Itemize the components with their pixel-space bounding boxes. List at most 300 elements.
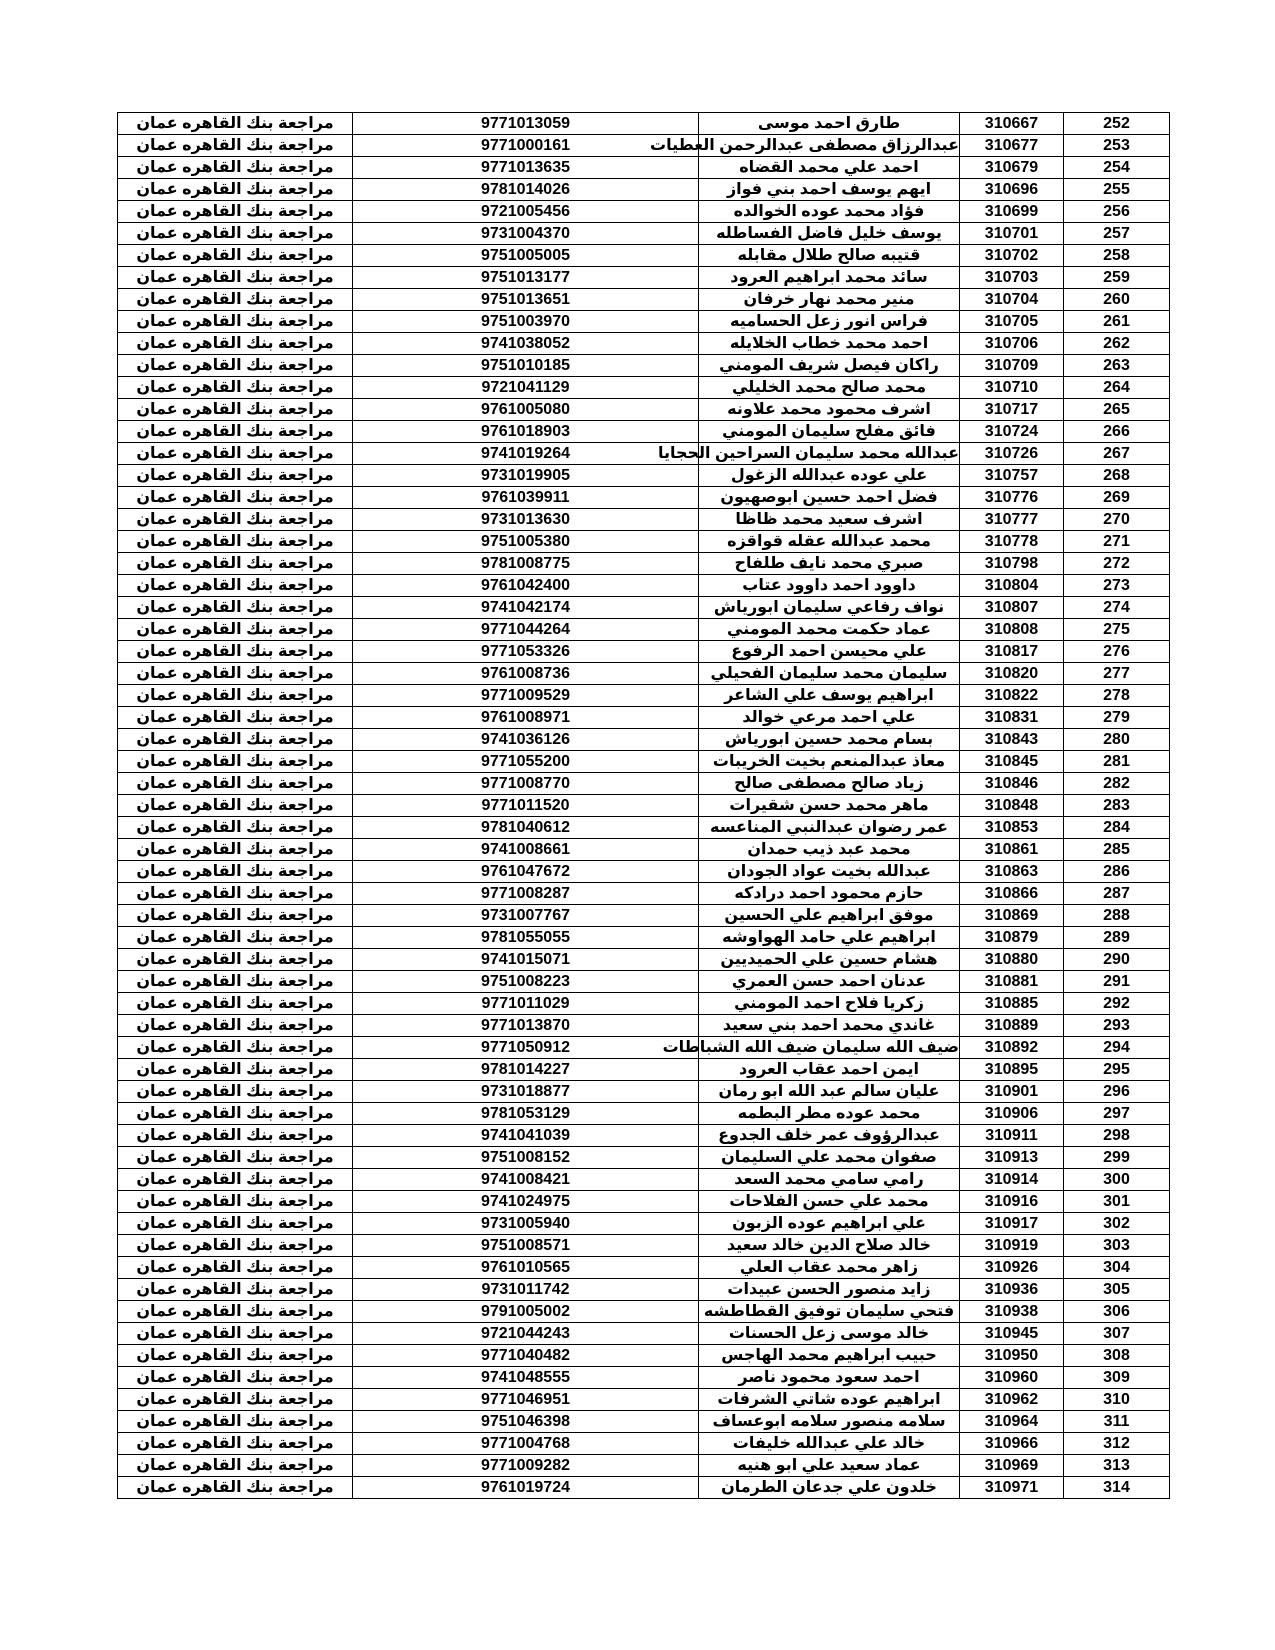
table-row bbox=[118, 443, 1170, 465]
cell-full-name: ابراهيم عوده شاتي الشرفات bbox=[699, 1389, 960, 1411]
cell-bank-note: مراجعة بنك القاهره عمان bbox=[118, 597, 353, 619]
cell-bank-note: مراجعة بنك القاهره عمان bbox=[118, 1235, 353, 1257]
table-row bbox=[118, 993, 1170, 1015]
cell-full-name: حازم محمود احمد درادكه bbox=[699, 883, 960, 905]
table-row bbox=[118, 1191, 1170, 1213]
table-row bbox=[118, 157, 1170, 179]
cell-full-name: اشرف سعيد محمد ظاظا bbox=[699, 509, 960, 531]
cell-national-number: 9771055200 bbox=[353, 751, 699, 773]
cell-bank-note: مراجعة بنك القاهره عمان bbox=[118, 113, 353, 135]
cell-full-name: صفوان محمد علي السليمان bbox=[699, 1147, 960, 1169]
table-row bbox=[118, 641, 1170, 663]
cell-bank-note: مراجعة بنك القاهره عمان bbox=[118, 421, 353, 443]
table-row bbox=[118, 311, 1170, 333]
cell-national-number: 9731018877 bbox=[353, 1081, 699, 1103]
cell-national-number: 9741048555 bbox=[353, 1367, 699, 1389]
cell-id-number: 310901 bbox=[960, 1081, 1064, 1103]
cell-id-number: 310960 bbox=[960, 1367, 1064, 1389]
cell-serial-number: 292 bbox=[1064, 993, 1170, 1015]
cell-bank-note: مراجعة بنك القاهره عمان bbox=[118, 1191, 353, 1213]
cell-national-number: 9731007767 bbox=[353, 905, 699, 927]
cell-id-number: 310820 bbox=[960, 663, 1064, 685]
table-row bbox=[118, 663, 1170, 685]
cell-serial-number: 257 bbox=[1064, 223, 1170, 245]
cell-serial-number: 255 bbox=[1064, 179, 1170, 201]
cell-id-number: 310926 bbox=[960, 1257, 1064, 1279]
cell-id-number: 310846 bbox=[960, 773, 1064, 795]
cell-serial-number: 276 bbox=[1064, 641, 1170, 663]
cell-bank-note: مراجعة بنك القاهره عمان bbox=[118, 333, 353, 355]
cell-full-name: احمد سعود محمود ناصر bbox=[699, 1367, 960, 1389]
cell-full-name: محمد عوده مطر البطمه bbox=[699, 1103, 960, 1125]
cell-national-number: 9781008775 bbox=[353, 553, 699, 575]
cell-serial-number: 260 bbox=[1064, 289, 1170, 311]
cell-id-number: 310945 bbox=[960, 1323, 1064, 1345]
cell-serial-number: 311 bbox=[1064, 1411, 1170, 1433]
cell-bank-note: مراجعة بنك القاهره عمان bbox=[118, 949, 353, 971]
cell-id-number: 310853 bbox=[960, 817, 1064, 839]
table-row bbox=[118, 1125, 1170, 1147]
cell-bank-note: مراجعة بنك القاهره عمان bbox=[118, 1125, 353, 1147]
cell-full-name: ابراهيم علي حامد الهواوشه bbox=[699, 927, 960, 949]
table-row bbox=[118, 839, 1170, 861]
cell-serial-number: 268 bbox=[1064, 465, 1170, 487]
cell-bank-note: مراجعة بنك القاهره عمان bbox=[118, 839, 353, 861]
cell-national-number: 9751008152 bbox=[353, 1147, 699, 1169]
cell-national-number: 9731013630 bbox=[353, 509, 699, 531]
cell-serial-number: 280 bbox=[1064, 729, 1170, 751]
cell-full-name: ايهم يوسف احمد بني فواز bbox=[699, 179, 960, 201]
cell-bank-note: مراجعة بنك القاهره عمان bbox=[118, 1081, 353, 1103]
cell-serial-number: 305 bbox=[1064, 1279, 1170, 1301]
cell-full-name: محمد عبد ذيب حمدان bbox=[699, 839, 960, 861]
table-row bbox=[118, 421, 1170, 443]
cell-serial-number: 283 bbox=[1064, 795, 1170, 817]
cell-id-number: 310895 bbox=[960, 1059, 1064, 1081]
cell-national-number: 9751003970 bbox=[353, 311, 699, 333]
cell-national-number: 9771008770 bbox=[353, 773, 699, 795]
table-row bbox=[118, 905, 1170, 927]
table-row bbox=[118, 223, 1170, 245]
cell-national-number: 9731004370 bbox=[353, 223, 699, 245]
cell-full-name: سائد محمد ابراهيم العرود bbox=[699, 267, 960, 289]
cell-serial-number: 264 bbox=[1064, 377, 1170, 399]
cell-id-number: 310964 bbox=[960, 1411, 1064, 1433]
cell-id-number: 310776 bbox=[960, 487, 1064, 509]
cell-bank-note: مراجعة بنك القاهره عمان bbox=[118, 1257, 353, 1279]
cell-full-name: فراس انور زعل الحساميه bbox=[699, 311, 960, 333]
cell-bank-note: مراجعة بنك القاهره عمان bbox=[118, 1279, 353, 1301]
cell-serial-number: 252 bbox=[1064, 113, 1170, 135]
cell-national-number: 9741038052 bbox=[353, 333, 699, 355]
cell-full-name: رامي سامي محمد السعد bbox=[699, 1169, 960, 1191]
table-row bbox=[118, 619, 1170, 641]
cell-serial-number: 294 bbox=[1064, 1037, 1170, 1059]
cell-id-number: 310917 bbox=[960, 1213, 1064, 1235]
cell-serial-number: 273 bbox=[1064, 575, 1170, 597]
cell-full-name: احمد محمد خطاب الخلايله bbox=[699, 333, 960, 355]
cell-full-name: هشام حسين علي الحميديين bbox=[699, 949, 960, 971]
cell-national-number: 9741041039 bbox=[353, 1125, 699, 1147]
cell-serial-number: 286 bbox=[1064, 861, 1170, 883]
table-row bbox=[118, 509, 1170, 531]
cell-bank-note: مراجعة بنك القاهره عمان bbox=[118, 267, 353, 289]
table-row bbox=[118, 795, 1170, 817]
table-row bbox=[118, 1103, 1170, 1125]
cell-full-name: فائق مفلح سليمان المومني bbox=[699, 421, 960, 443]
cell-full-name: عبدالله محمد سليمان السراحين الحجايا bbox=[699, 443, 960, 465]
cell-bank-note: مراجعة بنك القاهره عمان bbox=[118, 311, 353, 333]
cell-full-name: سليمان محمد سليمان الفحيلي bbox=[699, 663, 960, 685]
table-row bbox=[118, 1389, 1170, 1411]
cell-id-number: 310822 bbox=[960, 685, 1064, 707]
cell-bank-note: مراجعة بنك القاهره عمان bbox=[118, 927, 353, 949]
cell-serial-number: 313 bbox=[1064, 1455, 1170, 1477]
cell-bank-note: مراجعة بنك القاهره عمان bbox=[118, 1455, 353, 1477]
cell-id-number: 310913 bbox=[960, 1147, 1064, 1169]
cell-national-number: 9781014227 bbox=[353, 1059, 699, 1081]
cell-id-number: 310704 bbox=[960, 289, 1064, 311]
cell-serial-number: 293 bbox=[1064, 1015, 1170, 1037]
cell-serial-number: 254 bbox=[1064, 157, 1170, 179]
cell-bank-note: مراجعة بنك القاهره عمان bbox=[118, 1345, 353, 1367]
cell-id-number: 310962 bbox=[960, 1389, 1064, 1411]
cell-id-number: 310869 bbox=[960, 905, 1064, 927]
cell-national-number: 9761005080 bbox=[353, 399, 699, 421]
cell-national-number: 9721041129 bbox=[353, 377, 699, 399]
cell-id-number: 310845 bbox=[960, 751, 1064, 773]
cell-id-number: 310881 bbox=[960, 971, 1064, 993]
table-row bbox=[118, 729, 1170, 751]
cell-bank-note: مراجعة بنك القاهره عمان bbox=[118, 1169, 353, 1191]
cell-full-name: طارق احمد موسى bbox=[699, 113, 960, 135]
cell-full-name: عليان سالم عبد الله ابو رمان bbox=[699, 1081, 960, 1103]
cell-id-number: 310866 bbox=[960, 883, 1064, 905]
cell-id-number: 310919 bbox=[960, 1235, 1064, 1257]
cell-bank-note: مراجعة بنك القاهره عمان bbox=[118, 971, 353, 993]
cell-serial-number: 269 bbox=[1064, 487, 1170, 509]
cell-id-number: 310703 bbox=[960, 267, 1064, 289]
cell-id-number: 310667 bbox=[960, 113, 1064, 135]
cell-bank-note: مراجعة بنك القاهره عمان bbox=[118, 509, 353, 531]
table-row bbox=[118, 289, 1170, 311]
cell-national-number: 9761008736 bbox=[353, 663, 699, 685]
table-row bbox=[118, 817, 1170, 839]
cell-id-number: 310969 bbox=[960, 1455, 1064, 1477]
table-row bbox=[118, 883, 1170, 905]
cell-full-name: عدنان احمد حسن العمري bbox=[699, 971, 960, 993]
cell-serial-number: 301 bbox=[1064, 1191, 1170, 1213]
cell-bank-note: مراجعة بنك القاهره عمان bbox=[118, 641, 353, 663]
cell-bank-note: مراجعة بنك القاهره عمان bbox=[118, 619, 353, 641]
cell-bank-note: مراجعة بنك القاهره عمان bbox=[118, 1213, 353, 1235]
cell-full-name: صبري محمد نايف طلفاح bbox=[699, 553, 960, 575]
cell-national-number: 9741024975 bbox=[353, 1191, 699, 1213]
cell-national-number: 9771004768 bbox=[353, 1433, 699, 1455]
cell-id-number: 310706 bbox=[960, 333, 1064, 355]
cell-bank-note: مراجعة بنك القاهره عمان bbox=[118, 355, 353, 377]
cell-full-name: فؤاد محمد عوده الخوالده bbox=[699, 201, 960, 223]
cell-serial-number: 285 bbox=[1064, 839, 1170, 861]
cell-full-name: بسام محمد حسين ابورياش bbox=[699, 729, 960, 751]
cell-full-name: منير محمد نهار خرفان bbox=[699, 289, 960, 311]
cell-id-number: 310808 bbox=[960, 619, 1064, 641]
cell-national-number: 9771009529 bbox=[353, 685, 699, 707]
cell-full-name: عبدالرؤوف عمر خلف الجدوع bbox=[699, 1125, 960, 1147]
cell-id-number: 310679 bbox=[960, 157, 1064, 179]
cell-serial-number: 306 bbox=[1064, 1301, 1170, 1323]
cell-national-number: 9741015071 bbox=[353, 949, 699, 971]
cell-id-number: 310916 bbox=[960, 1191, 1064, 1213]
cell-national-number: 9771053326 bbox=[353, 641, 699, 663]
cell-serial-number: 290 bbox=[1064, 949, 1170, 971]
cell-serial-number: 261 bbox=[1064, 311, 1170, 333]
cell-id-number: 310726 bbox=[960, 443, 1064, 465]
cell-national-number: 9751013651 bbox=[353, 289, 699, 311]
cell-national-number: 9741036126 bbox=[353, 729, 699, 751]
cell-serial-number: 295 bbox=[1064, 1059, 1170, 1081]
table-row bbox=[118, 575, 1170, 597]
cell-id-number: 310798 bbox=[960, 553, 1064, 575]
table-row bbox=[118, 949, 1170, 971]
cell-bank-note: مراجعة بنك القاهره عمان bbox=[118, 399, 353, 421]
cell-id-number: 310879 bbox=[960, 927, 1064, 949]
cell-id-number: 310777 bbox=[960, 509, 1064, 531]
cell-national-number: 9721005456 bbox=[353, 201, 699, 223]
cell-id-number: 310950 bbox=[960, 1345, 1064, 1367]
cell-full-name: علي احمد مرعي خوالد bbox=[699, 707, 960, 729]
cell-serial-number: 310 bbox=[1064, 1389, 1170, 1411]
cell-national-number: 9721044243 bbox=[353, 1323, 699, 1345]
cell-national-number: 9751008223 bbox=[353, 971, 699, 993]
cell-serial-number: 258 bbox=[1064, 245, 1170, 267]
cell-serial-number: 304 bbox=[1064, 1257, 1170, 1279]
table-row bbox=[118, 113, 1170, 135]
cell-national-number: 9731005940 bbox=[353, 1213, 699, 1235]
cell-id-number: 310880 bbox=[960, 949, 1064, 971]
cell-serial-number: 312 bbox=[1064, 1433, 1170, 1455]
table-row bbox=[118, 707, 1170, 729]
cell-serial-number: 302 bbox=[1064, 1213, 1170, 1235]
cell-national-number: 9771011520 bbox=[353, 795, 699, 817]
cell-full-name: علي عوده عبدالله الزغول bbox=[699, 465, 960, 487]
cell-serial-number: 272 bbox=[1064, 553, 1170, 575]
cell-id-number: 310702 bbox=[960, 245, 1064, 267]
cell-national-number: 9761019724 bbox=[353, 1477, 699, 1499]
cell-bank-note: مراجعة بنك القاهره عمان bbox=[118, 1477, 353, 1499]
cell-id-number: 310677 bbox=[960, 135, 1064, 157]
cell-id-number: 310701 bbox=[960, 223, 1064, 245]
cell-id-number: 310843 bbox=[960, 729, 1064, 751]
cell-serial-number: 275 bbox=[1064, 619, 1170, 641]
table-row bbox=[118, 1213, 1170, 1235]
cell-bank-note: مراجعة بنك القاهره عمان bbox=[118, 663, 353, 685]
cell-id-number: 310831 bbox=[960, 707, 1064, 729]
cell-full-name: ضيف الله سليمان ضيف الله الشباطات bbox=[699, 1037, 960, 1059]
table-row bbox=[118, 245, 1170, 267]
roster-body bbox=[118, 113, 1170, 1499]
cell-id-number: 310804 bbox=[960, 575, 1064, 597]
table-row bbox=[118, 971, 1170, 993]
cell-full-name: خلدون علي جدعان الطرمان bbox=[699, 1477, 960, 1499]
cell-bank-note: مراجعة بنك القاهره عمان bbox=[118, 157, 353, 179]
cell-bank-note: مراجعة بنك القاهره عمان bbox=[118, 751, 353, 773]
cell-id-number: 310863 bbox=[960, 861, 1064, 883]
cell-bank-note: مراجعة بنك القاهره عمان bbox=[118, 1389, 353, 1411]
cell-full-name: محمد عبدالله عقله قواقزه bbox=[699, 531, 960, 553]
cell-bank-note: مراجعة بنك القاهره عمان bbox=[118, 1015, 353, 1037]
cell-full-name: ابراهيم يوسف علي الشاعر bbox=[699, 685, 960, 707]
cell-full-name: اشرف محمود محمد علاونه bbox=[699, 399, 960, 421]
cell-national-number: 9791005002 bbox=[353, 1301, 699, 1323]
cell-national-number: 9771013635 bbox=[353, 157, 699, 179]
cell-bank-note: مراجعة بنك القاهره عمان bbox=[118, 905, 353, 927]
cell-id-number: 310861 bbox=[960, 839, 1064, 861]
cell-national-number: 9761039911 bbox=[353, 487, 699, 509]
cell-national-number: 9771013870 bbox=[353, 1015, 699, 1037]
cell-id-number: 310971 bbox=[960, 1477, 1064, 1499]
table-row bbox=[118, 1455, 1170, 1477]
cell-serial-number: 287 bbox=[1064, 883, 1170, 905]
cell-national-number: 9771046951 bbox=[353, 1389, 699, 1411]
cell-bank-note: مراجعة بنك القاهره عمان bbox=[118, 707, 353, 729]
cell-national-number: 9741019264 bbox=[353, 443, 699, 465]
cell-national-number: 9751005005 bbox=[353, 245, 699, 267]
cell-bank-note: مراجعة بنك القاهره عمان bbox=[118, 531, 353, 553]
cell-id-number: 310699 bbox=[960, 201, 1064, 223]
cell-serial-number: 291 bbox=[1064, 971, 1170, 993]
cell-full-name: فتحي سليمان توفيق القطاطشه bbox=[699, 1301, 960, 1323]
table-row bbox=[118, 1367, 1170, 1389]
cell-full-name: خالد صلاح الدين خالد سعيد bbox=[699, 1235, 960, 1257]
cell-full-name: نواف رفاعي سليمان ابورياش bbox=[699, 597, 960, 619]
cell-bank-note: مراجعة بنك القاهره عمان bbox=[118, 685, 353, 707]
cell-full-name: داوود احمد داوود عتاب bbox=[699, 575, 960, 597]
cell-serial-number: 289 bbox=[1064, 927, 1170, 949]
cell-national-number: 9771011029 bbox=[353, 993, 699, 1015]
table-row bbox=[118, 1037, 1170, 1059]
cell-full-name: احمد علي محمد القضاه bbox=[699, 157, 960, 179]
cell-full-name: علي محيسن احمد الرفوع bbox=[699, 641, 960, 663]
cell-serial-number: 265 bbox=[1064, 399, 1170, 421]
cell-id-number: 310885 bbox=[960, 993, 1064, 1015]
cell-full-name: علي ابراهيم عوده الزبون bbox=[699, 1213, 960, 1235]
table-row bbox=[118, 465, 1170, 487]
cell-bank-note: مراجعة بنك القاهره عمان bbox=[118, 201, 353, 223]
cell-bank-note: مراجعة بنك القاهره عمان bbox=[118, 245, 353, 267]
cell-bank-note: مراجعة بنك القاهره عمان bbox=[118, 553, 353, 575]
cell-bank-note: مراجعة بنك القاهره عمان bbox=[118, 487, 353, 509]
cell-national-number: 9771008287 bbox=[353, 883, 699, 905]
cell-id-number: 310966 bbox=[960, 1433, 1064, 1455]
cell-serial-number: 278 bbox=[1064, 685, 1170, 707]
cell-id-number: 310709 bbox=[960, 355, 1064, 377]
table-row bbox=[118, 927, 1170, 949]
cell-national-number: 9741008421 bbox=[353, 1169, 699, 1191]
cell-bank-note: مراجعة بنك القاهره عمان bbox=[118, 1323, 353, 1345]
cell-bank-note: مراجعة بنك القاهره عمان bbox=[118, 883, 353, 905]
cell-bank-note: مراجعة بنك القاهره عمان bbox=[118, 377, 353, 399]
cell-national-number: 9751008571 bbox=[353, 1235, 699, 1257]
cell-full-name: خالد موسى زعل الحسنات bbox=[699, 1323, 960, 1345]
cell-serial-number: 270 bbox=[1064, 509, 1170, 531]
cell-national-number: 9771050912 bbox=[353, 1037, 699, 1059]
cell-id-number: 310757 bbox=[960, 465, 1064, 487]
cell-serial-number: 282 bbox=[1064, 773, 1170, 795]
cell-national-number: 9781014026 bbox=[353, 179, 699, 201]
table-row bbox=[118, 553, 1170, 575]
cell-serial-number: 308 bbox=[1064, 1345, 1170, 1367]
table-row bbox=[118, 773, 1170, 795]
cell-national-number: 9781055055 bbox=[353, 927, 699, 949]
table-row bbox=[118, 1015, 1170, 1037]
cell-serial-number: 297 bbox=[1064, 1103, 1170, 1125]
table-row bbox=[118, 1433, 1170, 1455]
cell-bank-note: مراجعة بنك القاهره عمان bbox=[118, 135, 353, 157]
table-row bbox=[118, 179, 1170, 201]
cell-serial-number: 262 bbox=[1064, 333, 1170, 355]
table-row bbox=[118, 751, 1170, 773]
cell-id-number: 310807 bbox=[960, 597, 1064, 619]
cell-full-name: راكان فيصل شريف المومني bbox=[699, 355, 960, 377]
table-row bbox=[118, 201, 1170, 223]
cell-serial-number: 279 bbox=[1064, 707, 1170, 729]
cell-national-number: 9771009282 bbox=[353, 1455, 699, 1477]
table-row bbox=[118, 685, 1170, 707]
cell-full-name: زاهر محمد عقاب العلي bbox=[699, 1257, 960, 1279]
cell-id-number: 310696 bbox=[960, 179, 1064, 201]
cell-bank-note: مراجعة بنك القاهره عمان bbox=[118, 1147, 353, 1169]
roster-table bbox=[117, 112, 1170, 1499]
cell-bank-note: مراجعة بنك القاهره عمان bbox=[118, 817, 353, 839]
cell-national-number: 9751046398 bbox=[353, 1411, 699, 1433]
cell-full-name: ايمن احمد عقاب العرود bbox=[699, 1059, 960, 1081]
cell-bank-note: مراجعة بنك القاهره عمان bbox=[118, 773, 353, 795]
table-row bbox=[118, 1345, 1170, 1367]
cell-bank-note: مراجعة بنك القاهره عمان bbox=[118, 861, 353, 883]
cell-serial-number: 259 bbox=[1064, 267, 1170, 289]
cell-full-name: عماد حكمت محمد المومني bbox=[699, 619, 960, 641]
cell-bank-note: مراجعة بنك القاهره عمان bbox=[118, 289, 353, 311]
cell-bank-note: مراجعة بنك القاهره عمان bbox=[118, 729, 353, 751]
cell-serial-number: 309 bbox=[1064, 1367, 1170, 1389]
cell-full-name: عبدالرزاق مصطفى عبدالرحمن العطيات bbox=[699, 135, 960, 157]
table-row bbox=[118, 1257, 1170, 1279]
cell-bank-note: مراجعة بنك القاهره عمان bbox=[118, 223, 353, 245]
cell-national-number: 9751010185 bbox=[353, 355, 699, 377]
table-row bbox=[118, 1235, 1170, 1257]
cell-bank-note: مراجعة بنك القاهره عمان bbox=[118, 993, 353, 1015]
cell-national-number: 9771044264 bbox=[353, 619, 699, 641]
table-row bbox=[118, 399, 1170, 421]
table-row bbox=[118, 597, 1170, 619]
cell-bank-note: مراجعة بنك القاهره عمان bbox=[118, 1059, 353, 1081]
cell-full-name: فضل احمد حسين ابوصهيون bbox=[699, 487, 960, 509]
cell-serial-number: 296 bbox=[1064, 1081, 1170, 1103]
table-row bbox=[118, 1411, 1170, 1433]
cell-bank-note: مراجعة بنك القاهره عمان bbox=[118, 465, 353, 487]
cell-bank-note: مراجعة بنك القاهره عمان bbox=[118, 1103, 353, 1125]
table-row bbox=[118, 1279, 1170, 1301]
cell-id-number: 310817 bbox=[960, 641, 1064, 663]
cell-national-number: 9731011742 bbox=[353, 1279, 699, 1301]
table-row bbox=[118, 355, 1170, 377]
cell-bank-note: مراجعة بنك القاهره عمان bbox=[118, 1301, 353, 1323]
cell-id-number: 310705 bbox=[960, 311, 1064, 333]
cell-id-number: 310717 bbox=[960, 399, 1064, 421]
table-row bbox=[118, 861, 1170, 883]
table-row bbox=[118, 267, 1170, 289]
